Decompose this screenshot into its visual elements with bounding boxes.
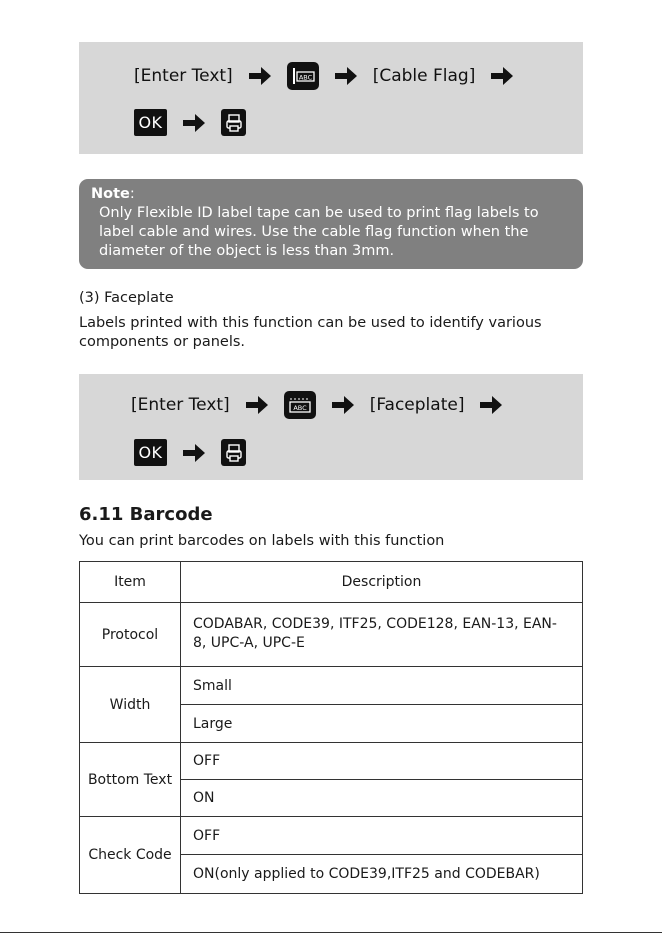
faceplate-icon-text: ABC bbox=[293, 403, 307, 412]
step-cable-flag: [Cable Flag] bbox=[372, 66, 476, 86]
row-value: CODABAR, CODE39, ITF25, CODE128, EAN-13, EAN-8, UPC-A, UPC-E bbox=[181, 603, 583, 667]
faceplate-heading: (3) Faceplate bbox=[79, 290, 174, 306]
row-item-protocol: Protocol bbox=[80, 603, 181, 667]
table-header-row bbox=[80, 562, 583, 603]
table-row bbox=[80, 603, 583, 667]
arrow-right-icon bbox=[490, 66, 514, 86]
cable-flag-key-icon bbox=[287, 62, 319, 90]
arrow-right-icon bbox=[334, 66, 358, 86]
barcode-spec-table bbox=[79, 561, 583, 894]
cable-flag-icon-text: ABC bbox=[298, 73, 312, 82]
print-icon bbox=[221, 109, 246, 136]
table-row bbox=[80, 817, 583, 855]
step-enter-text: [Enter Text] bbox=[131, 395, 230, 415]
row-value: ON bbox=[181, 780, 583, 817]
faceplate-description: Labels printed with this function can be used to identify various components or panels. bbox=[79, 315, 542, 350]
ok-key: OK bbox=[134, 439, 167, 466]
row-value: OFF bbox=[181, 817, 583, 855]
arrow-right-icon bbox=[248, 66, 272, 86]
row-value: Small bbox=[181, 667, 583, 705]
ok-key: OK bbox=[134, 109, 167, 136]
row-value: Large bbox=[181, 705, 583, 743]
cable-flag-procedure-box bbox=[79, 42, 583, 154]
note-body: Only Flexible ID label tape can be used to print flag labels to label cable and wires. Use the cable flag function when the diameter of the object is less than 3mm. bbox=[99, 205, 539, 259]
print-icon bbox=[221, 439, 246, 466]
header-item: Item bbox=[80, 562, 181, 603]
arrow-right-icon bbox=[331, 395, 355, 415]
row-value: OFF bbox=[181, 743, 583, 780]
step-enter-text: [Enter Text] bbox=[134, 66, 233, 86]
arrow-right-icon bbox=[182, 113, 206, 133]
note-title: Note bbox=[91, 186, 130, 202]
row-item-bottom-text: Bottom Text bbox=[80, 743, 181, 817]
arrow-right-icon bbox=[245, 395, 269, 415]
note-box: Note: Only Flexible ID label tape can be used to print flag labels to label cable and wires. Use the cable flag function when the diameter of the object is less than 3mm. bbox=[79, 179, 583, 269]
step-faceplate: [Faceplate] bbox=[369, 395, 465, 415]
row-item-width: Width bbox=[80, 667, 181, 743]
barcode-intro: You can print barcodes on labels with this function bbox=[79, 533, 445, 549]
barcode-section-title: 6.11 Barcode bbox=[79, 504, 213, 525]
faceplate-procedure-box bbox=[79, 374, 583, 480]
table-row bbox=[80, 667, 583, 705]
table-row bbox=[80, 743, 583, 780]
arrow-right-icon bbox=[182, 443, 206, 463]
row-item-check-code: Check Code bbox=[80, 817, 181, 894]
arrow-right-icon bbox=[479, 395, 503, 415]
faceplate-key-icon bbox=[284, 391, 316, 419]
row-value: ON(only applied to CODE39,ITF25 and CODEBAR) bbox=[181, 855, 583, 894]
page-bottom-rule bbox=[0, 932, 662, 933]
header-description: Description bbox=[181, 562, 583, 603]
